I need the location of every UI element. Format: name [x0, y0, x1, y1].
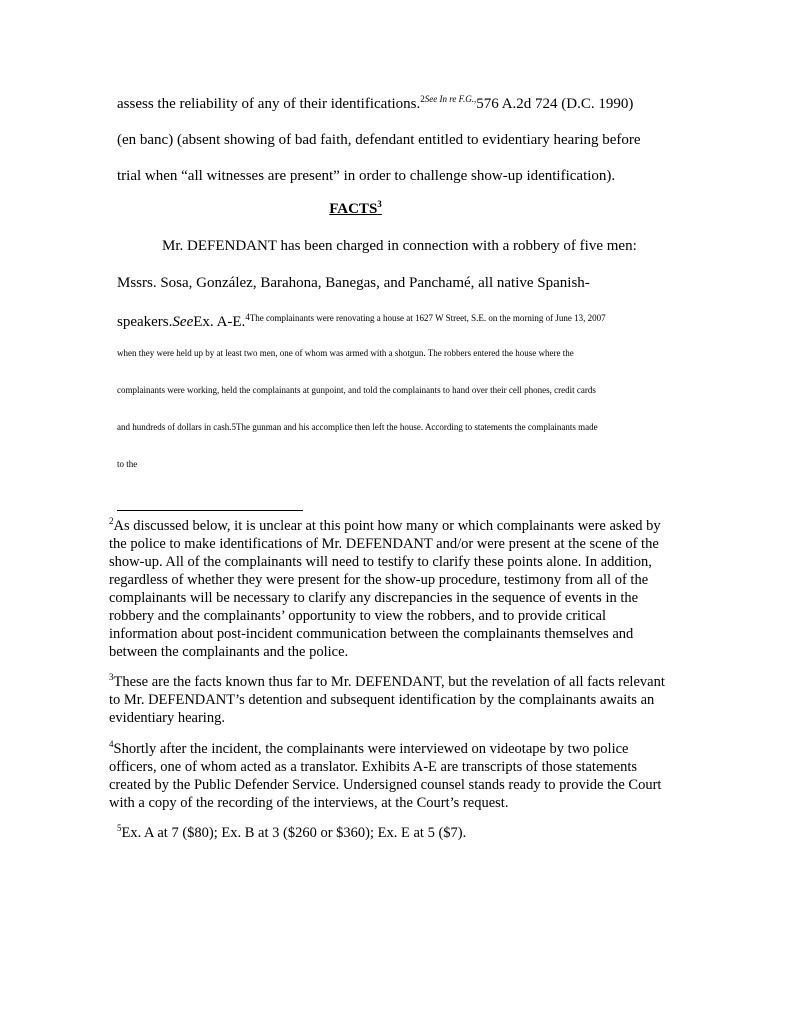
- small-line-4: to the: [117, 459, 138, 469]
- body-line-5: Mssrs. Sosa, González, Barahona, Banegas, and Panchamé, all native Spanish-: [117, 275, 590, 291]
- small-line-3: and hundreds of dollars in cash.5The gunman and his accomplice then left the house. According to statements the complainants made: [117, 422, 598, 432]
- footnote-number: 2: [109, 516, 114, 527]
- footnote-number: 3: [109, 672, 114, 683]
- citation-text: 576 A.2d 724 (D.C. 1990): [476, 96, 634, 112]
- footnote-3: [109, 673, 677, 727]
- footnote-ref[interactable]: 2: [420, 94, 425, 104]
- body-line-2: (en banc) (absent showing of bad faith, defendant entitled to evidentiary hearing before: [117, 132, 641, 148]
- footnote-text: Ex. A at 7 ($80); Ex. B at 3 ($260 or $360); Ex. E at 5 ($7).: [121, 825, 467, 841]
- footnote-number: 4: [109, 739, 114, 750]
- citation-italic: See In re F.G.: [424, 94, 475, 104]
- body-line-6: [117, 312, 606, 331]
- exhibit-ref: Ex. A-E.: [193, 314, 246, 330]
- body-line-1: [117, 95, 633, 113]
- small-body-text: The complainants were renovating a house at 1627 W Street, S.E. on the morning of June 13, 2007: [249, 313, 606, 323]
- section-heading: [0, 201, 711, 218]
- footnote-number: 5: [117, 823, 122, 834]
- footnote-5: [117, 824, 685, 842]
- footnote-text: As discussed below, it is unclear at this point how many or which complainants were asked by the police to make identifications of Mr. DEFENDANT and/or were present at the scene of the show-up. All of the complainants will need to testify to clarify these points alone. In addition, regardless of whether they were present for the show-up procedure, testimony from all of the complainants will be necessary to clarify any discrepancies in the sequence of events in the robbery and the complainants’ opportunity to view the robbers, and to provide critical information about post-incident communication between the complainants themselves and between the complainants and the police.: [109, 518, 661, 660]
- heading-text: FACTS: [329, 201, 378, 217]
- footnote-separator: [117, 510, 303, 511]
- small-line-2: complainants were working, held the complainants at gunpoint, and told the complainants to hand over their cell phones, credit cards: [117, 385, 596, 395]
- citation-punct: ,: [474, 94, 477, 104]
- footnote-2: [109, 517, 677, 661]
- small-line-1: when they were held up by at least two men, one of whom was armed with a shotgun. The robbers entered the house where the: [117, 348, 574, 358]
- signal-see: See: [172, 314, 194, 330]
- footnote-ref[interactable]: 3: [377, 199, 382, 209]
- footnote-4: [109, 740, 677, 812]
- footnote-ref[interactable]: 4: [245, 312, 250, 322]
- body-text: speakers.: [117, 314, 173, 330]
- body-line-4: Mr. DEFENDANT has been charged in connection with a robbery of five men:: [162, 238, 637, 254]
- footnote-text: Shortly after the incident, the complainants were interviewed on videotape by two police officers, one of whom acted as a translator. Exhibits A-E are transcripts of those statements created by the Public Defender Service. Undersigned counsel stands ready to provide the Court with a copy of the recording of the interviews, at the Court’s request.: [109, 741, 662, 811]
- footnote-text: These are the facts known thus far to Mr. DEFENDANT, but the revelation of all facts relevant to Mr. DEFENDANT’s detention and subsequent identification by the complainants awaits an evidentiary hearing.: [109, 674, 665, 726]
- body-line-3: trial when “all witnesses are present” in order to challenge show-up identification).: [117, 168, 616, 184]
- body-text: assess the reliability of any of their identifications.: [117, 96, 421, 112]
